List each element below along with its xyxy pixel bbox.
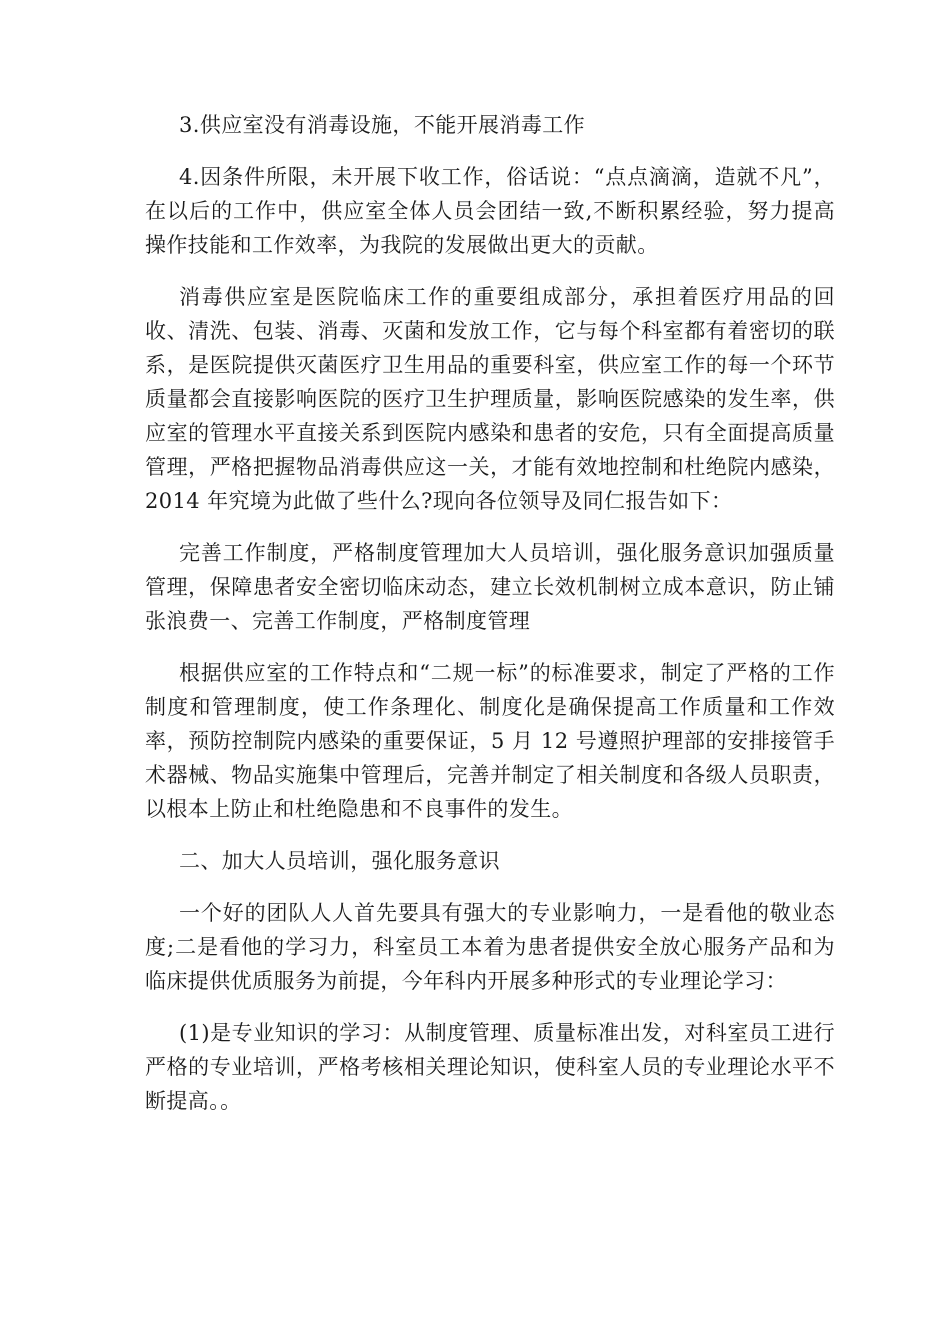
section-heading-training: 二、加大人员培训，强化服务意识 — [179, 849, 500, 873]
paragraph-system-management: 根据供应室的工作特点和“二规一标”的标准要求，制定了严格的工作制度和管理制度，使工作条理化、制度化是确保提高工作质量和工作效率，预防控制院内感染的重要保证，5 月 12 号遵照护理部的安排接管手术器械、物品实施集中管理后，完善并制定了相关制度和各级人员职责，以根本上防止和杜绝隐患和不良事件的发生。 — [145, 661, 835, 821]
paragraph-professional-knowledge: (1)是专业知识的学习：从制度管理、质量标准出发，对科室员工进行严格的专业培训，严格考核相关理论知识，使科室人员的专业理论水平不断提高。。 — [145, 1021, 835, 1113]
paragraph-item-4: 4.因条件所限，未开展下收工作，俗话说：“点点滴滴，造就不凡”，在以后的工作中，供应室全体人员会团结一致,不断积累经验，努力提高操作技能和工作效率，为我院的发展做出更大的贡献。 — [145, 165, 835, 257]
paragraph-summary: 完善工作制度，严格制度管理加大人员培训，强化服务意识加强质量管理，保障患者安全密切临床动态，建立长效机制树立成本意识，防止铺张浪费一、完善工作制度，严格制度管理 — [145, 541, 835, 633]
paragraph-introduction: 消毒供应室是医院临床工作的重要组成部分，承担着医疗用品的回收、清洗、包装、消毒、灭菌和发放工作，它与每个科室都有着密切的联系，是医院提供灭菌医疗卫生用品的重要科室，供应室工作的每一个环节质量都会直接影响医院的医疗卫生护理质量，影响医院感染的发生率，供应室的管理水平直接关系到医院内感染和患者的安危，只有全面提高质量管理，严格把握物品消毒供应这一关，才能有效地控制和杜绝院内感染，2014 年究境为此做了些什么?现向各位领导及同仁报告如下： — [145, 285, 835, 513]
document-body — [145, 108, 835, 1136]
paragraph-item-3: 3.供应室没有消毒设施，不能开展消毒工作 — [179, 113, 586, 137]
paragraph-team-learning: 一个好的团队人人首先要具有强大的专业影响力，一是看他的敬业态度;二是看他的学习力，科室员工本着为患者提供安全放心服务产品和为临床提供优质服务为前提，今年科内开展多种形式的专业理论学习： — [145, 901, 835, 993]
